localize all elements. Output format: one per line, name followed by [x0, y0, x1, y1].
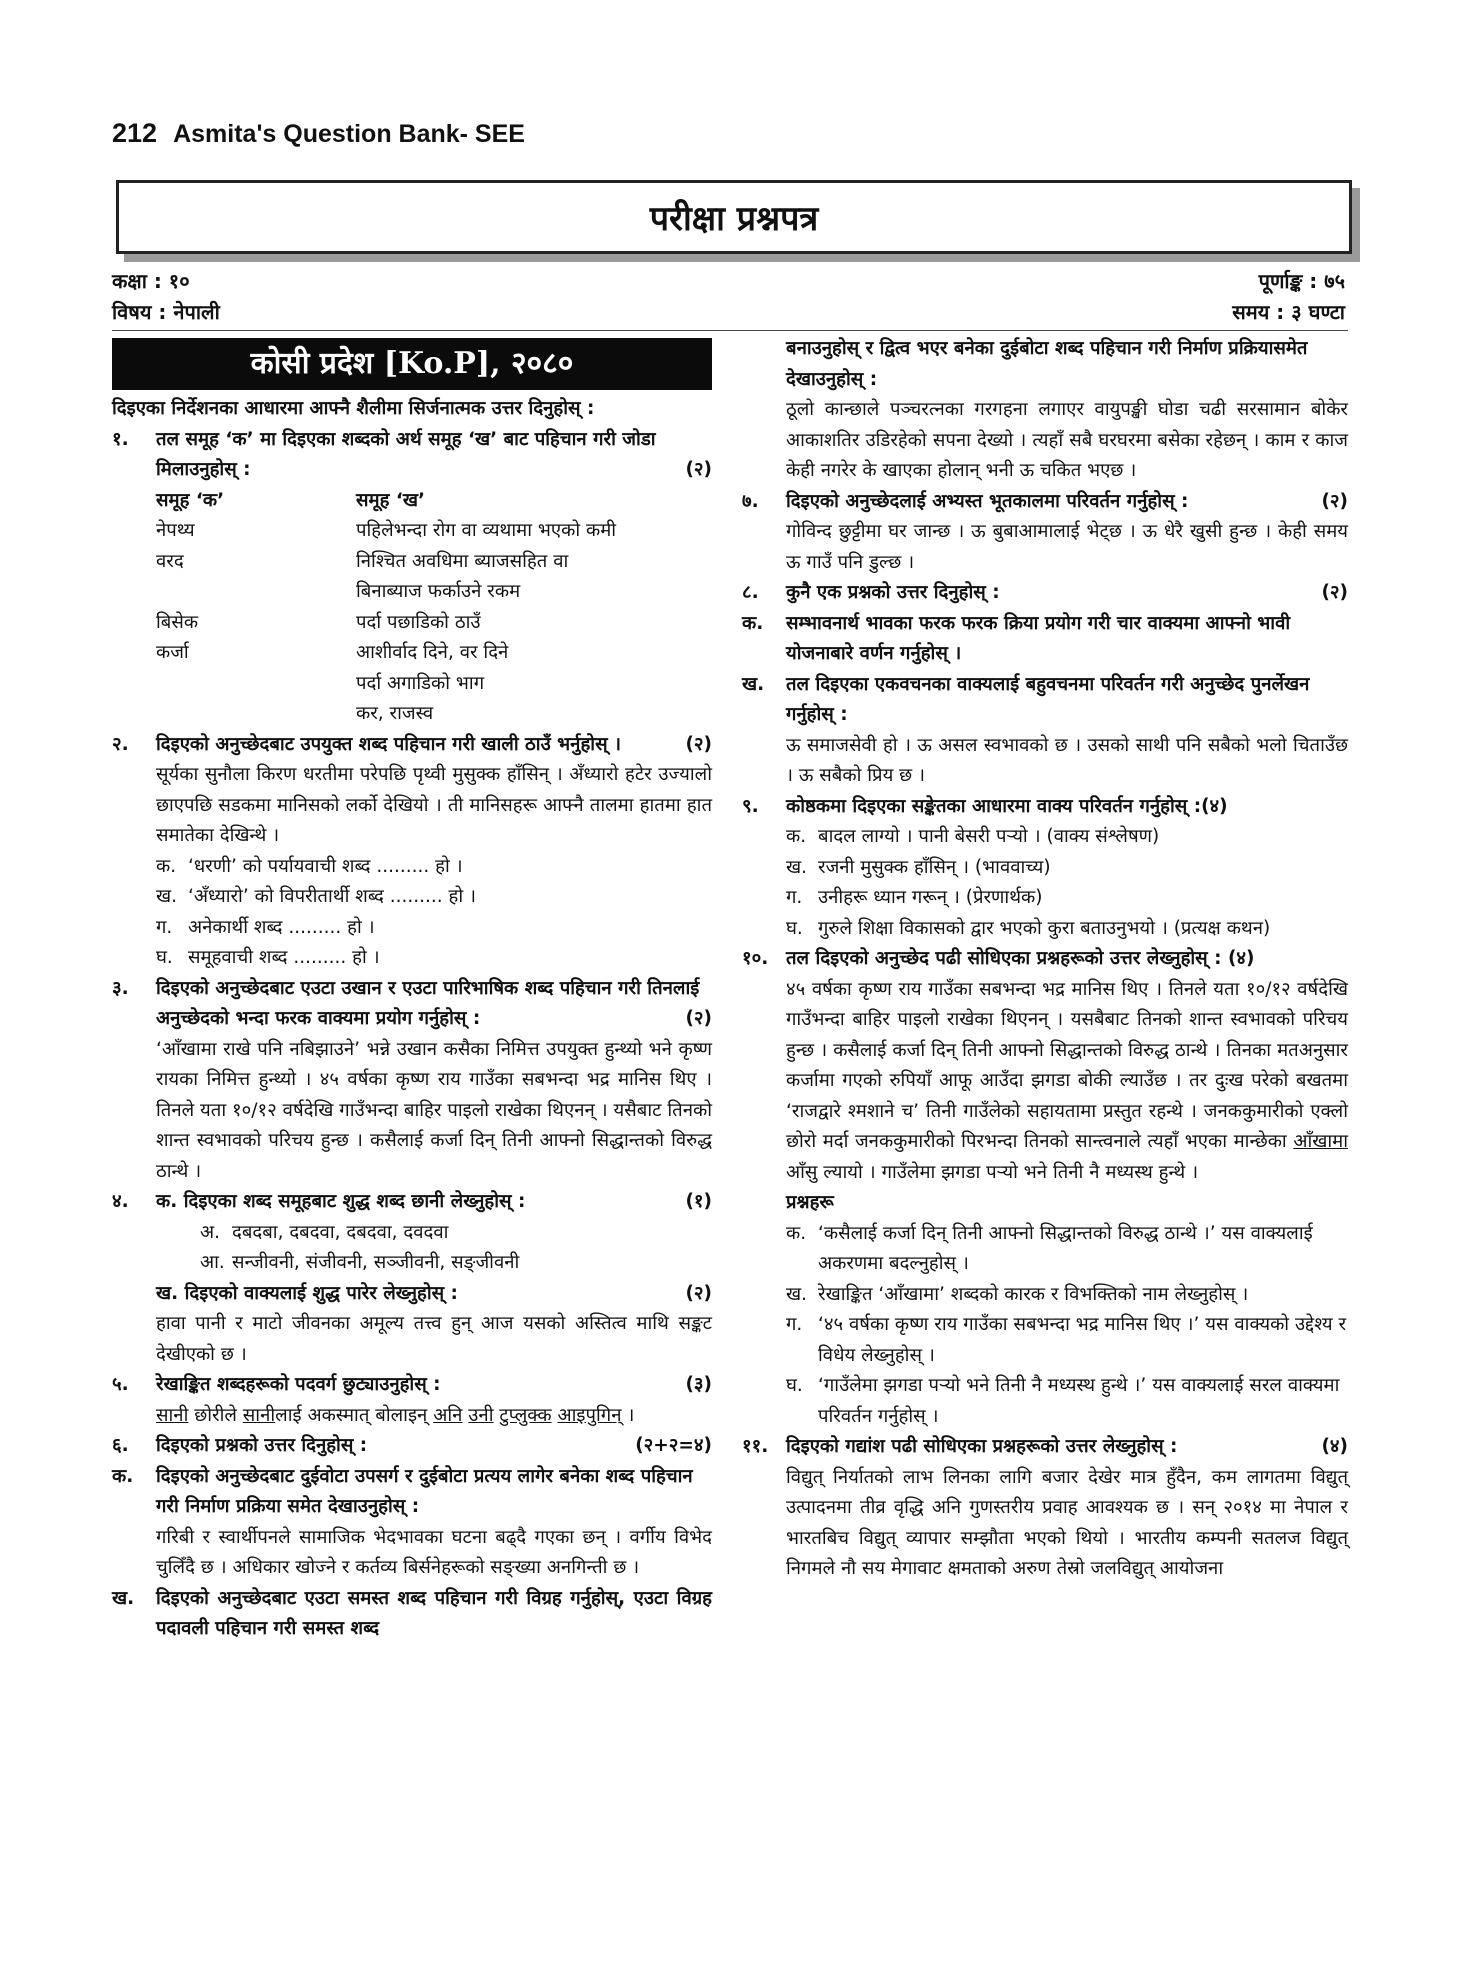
- question-text: दिइएको अनुच्छेदबाट उपयुक्त शब्द पहिचान गरी खाली ठाउँ भर्नुहोस् ।: [156, 733, 622, 755]
- item-label: घ.: [156, 947, 173, 968]
- underlined-word: अनि: [433, 1404, 463, 1426]
- column-header-a: समूह ‘क’: [156, 489, 225, 511]
- list-item: [112, 882, 712, 913]
- list-item: [742, 1310, 1348, 1371]
- match-table: [112, 486, 712, 730]
- list-item: [112, 1248, 712, 1279]
- passage-text: छोरीले: [188, 1404, 243, 1426]
- question-text: कुनै एक प्रश्नको उत्तर दिनुहोस् :: [786, 582, 1000, 603]
- underlined-word: सानी: [242, 1404, 276, 1426]
- item-label: क.: [786, 826, 807, 847]
- item-text: उनीहरू ध्यान गरून् । (प्रेरणार्थक): [818, 887, 1043, 908]
- left-column: [112, 334, 712, 1645]
- question-number: ६.: [112, 1435, 129, 1456]
- sub-label: क.: [156, 1191, 178, 1212]
- item-text: ‘अँध्यारो’ को विपरीतार्थी शब्द ......... हो ।: [188, 886, 477, 907]
- passage: [742, 975, 1348, 1189]
- item-label: ग.: [156, 916, 173, 938]
- sub-label: ख.: [156, 1282, 179, 1304]
- list-item: [112, 943, 712, 974]
- question-number: ४.: [112, 1191, 129, 1212]
- marks: (२+२=४): [635, 1435, 712, 1456]
- item-text: ‘४५ वर्षका कृष्ण राय गाउँका सबभन्दा भद्र मानिस थिए ।’ यस वाक्यको उद्देश्य र विधेय लेख्नुहोस् ।: [818, 1314, 1347, 1366]
- passage: ऊ समाजसेवी हो । ऊ असल स्वभावको छ । उसको साथी पनि सबैको भलो चिताउँछ । ऊ सबैको प्रिय छ ।: [786, 734, 1348, 786]
- question-4b: [112, 1279, 712, 1310]
- page-number: 212: [112, 118, 158, 148]
- marks: (२): [685, 733, 712, 755]
- list-item: [742, 914, 1348, 945]
- question-6b-continued: बनाउनुहोस् र द्वित्व भएर बनेका दुईबोटा शब्द पहिचान गरी निर्माण प्रक्रियासमेत देखाउनुहोस् :: [786, 338, 1308, 390]
- passage: गरिबी र स्वार्थीपनले सामाजिक भेदभावका घटना बढ्दै गएका छन् । वर्गीय विभेद चुलिँदै छ । अधिकार खोज्ने र कर्तव्य बिर्सनेहरूको सङ्ख्या अनगिन्ती छ ।: [156, 1526, 712, 1578]
- question-8: [742, 578, 1348, 609]
- passage: गोविन्द छुट्टीमा घर जान्छ । ऊ बुबाआमालाई भेट्छ । ऊ धेरै खुसी हुन्छ । केही समय ऊ गाउँ पनि डुल्छ ।: [786, 521, 1348, 573]
- passage: सूर्यका सुनौला किरण धरतीमा परेपछि पृथ्वी मुसुक्क हाँसिन् । अँध्यारो हटेर उज्यालो छाएपछि सडकमा मानिसको लर्को देखियो । ती मानिसहरू आफ्नै तालमा हातमा हात समातेका देखिन्थे ।: [156, 764, 712, 846]
- question-number: ८.: [742, 582, 759, 603]
- item-text: ‘कसैलाई कर्जा दिन् तिनी आफ्नो सिद्धान्तको विरुद्ध ठान्थे ।’ यस वाक्यलाई अकरणमा बदल्नुहोस् ।: [818, 1222, 1313, 1274]
- table-cell: कर, राजस्व: [356, 703, 434, 724]
- underlined-word: टुप्लुक्क: [499, 1404, 552, 1426]
- passage-text: ।: [621, 1404, 635, 1426]
- table-cell: वरद: [156, 550, 184, 572]
- item-text: समूहवाची शब्द ......... हो ।: [188, 947, 380, 968]
- item-text: रजनी मुसुक्क हाँसिन् । (भाववाच्य): [818, 856, 1051, 878]
- question-9: [742, 792, 1348, 823]
- passage-text: लाई अकस्मात् बोलाइन्: [275, 1404, 434, 1426]
- full-marks-label: पूर्णाङ्क : ७५: [1258, 269, 1345, 293]
- question-number: ५.: [112, 1374, 129, 1395]
- item-label: घ.: [786, 1375, 803, 1396]
- table-cell: पहिलेभन्दा रोग वा व्यथामा भएको कमी: [356, 520, 617, 541]
- marks: (२): [1321, 490, 1348, 512]
- column-header-b: समूह ‘ख’: [356, 489, 426, 511]
- item-text: दबदबा, दबदवा, दबदवा, दवदवा: [232, 1221, 449, 1243]
- list-item: [112, 1218, 712, 1249]
- question-10: [742, 944, 1348, 975]
- question-text: तल दिइएका एकवचनका वाक्यलाई बहुवचनमा परिवर्तन गरी अनुच्छेद पुनर्लेखन गर्नुहोस् :: [786, 673, 1310, 725]
- question-3: [112, 974, 712, 1035]
- instruction: दिइएका निर्देशनका आधारमा आफ्नै शैलीमा सिर्जनात्मक उत्तर दिनुहोस् :: [112, 398, 595, 419]
- list-item: [112, 852, 712, 883]
- book-title: Asmita's Question Bank- SEE: [173, 120, 525, 148]
- exam-meta-right: [1232, 266, 1345, 328]
- marks: (३): [685, 1374, 712, 1395]
- question-text: तल समूह ‘क’ मा दिइएका शब्दको अर्थ समूह ‘ख’ बाट पहिचान गरी जोडा मिलाउनुहोस् :: [156, 428, 656, 480]
- table-cell: पर्दा पछाडिको ठाउँ: [356, 611, 481, 633]
- table-cell: आशीर्वाद दिने, वर दिने: [356, 642, 509, 663]
- subject-label: विषय : नेपाली: [112, 300, 220, 324]
- time-label: समय : ३ घण्टा: [1232, 300, 1345, 324]
- question-4a: [112, 1187, 712, 1218]
- question-text: तल दिइएको अनुच्छेद पढी सोधिएका प्रश्नहरूको उत्तर लेख्नुहोस् : (४): [786, 948, 1255, 969]
- marks: (२): [685, 1008, 712, 1029]
- list-item: [112, 913, 712, 944]
- item-label: आ.: [200, 1252, 225, 1273]
- question-6: [112, 1431, 712, 1462]
- question-text: दिइएका शब्द समूहबाट शुद्ध शब्द छानी लेख्नुहोस् :: [183, 1191, 526, 1212]
- passage: विद्युत् निर्यातको लाभ लिनका लागि बजार देखेर मात्र हुँदैन, कम लागतमा विद्युत् उत्पादनमा तीव्र वृद्धि अनि गुणस्तरीय प्रवाह आवश्यक छ । सन् २०१४ मा नेपाल र भारतबिच विद्युत् व्यापार सम्झौता भएको थियो । भारतीय कम्पनी सतलज विद्युत् निगमले नौ सय मेगावाट क्षमताको अरुण तेस्रो जलविद्युत् आयोजना: [786, 1466, 1348, 1579]
- question-text: दिइएको अनुच्छेदबाट एउटा उखान र एउटा पारिभाषिक शब्द पहिचान गरी तिनलाई अनुच्छेदको भन्दा फरक वाक्यमा प्रयोग गर्नुहोस् :: [156, 977, 700, 1029]
- list-item: [742, 1219, 1348, 1280]
- question-number: १०.: [742, 948, 769, 969]
- question-number: १.: [112, 428, 129, 450]
- table-cell: कर्जा: [156, 642, 189, 663]
- list-item: [742, 1280, 1348, 1311]
- question-6b: [112, 1584, 712, 1645]
- item-text: ‘धरणी’ को पर्यायवाची शब्द ......... हो ।: [188, 855, 463, 877]
- question-8a: [742, 609, 1348, 670]
- question-text: दिइएको प्रश्नको उत्तर दिनुहोस् :: [156, 1435, 368, 1456]
- table-cell: [156, 669, 356, 700]
- item-text: अनेकार्थी शब्द ......... हो ।: [188, 916, 375, 938]
- item-label: ग.: [786, 1314, 803, 1335]
- question-number: ११.: [742, 1436, 769, 1457]
- question-text: रेखाङ्कित शब्दहरूको पदवर्ग छुट्याउनुहोस् :: [156, 1374, 441, 1395]
- item-text: सन्जीवनी, संजीवनी, सञ्जीवनी, सङ्जीवनी: [232, 1252, 520, 1273]
- passage-text: आँसु ल्यायो । गाउँलेमा झगडा पऱ्यो भने तिनी नै मध्यस्थ हुन्थे ।: [786, 1161, 1199, 1183]
- list-item: [742, 822, 1348, 853]
- question-number: ७.: [742, 490, 759, 512]
- underlined-word: आइपुगिन्: [557, 1404, 622, 1426]
- table-cell: निश्चित अवधिमा ब्याजसहित वा: [356, 550, 569, 572]
- item-label: ग.: [786, 887, 803, 908]
- question-1: [112, 425, 712, 486]
- passage: ठूलो कान्छाले पञ्चरत्नका गरगहना लगाएर वायुपङ्खी घोडा चढी सरसामान बोकेर आकाशतिर उडिरहेको सपना देख्यो । त्यहाँ सबै घरघरमा बसेका रहेछन् । काम र काज केही नगरेर के खाएका होलान् भनी ऊ चकित भएछ ।: [786, 399, 1348, 481]
- item-text: ‘गाउँलेमा झगडा पऱ्यो भने तिनी नै मध्यस्थ हुन्थे ।’ यस वाक्यलाई सरल वाक्यमा परिवर्तन गर्नुहोस् ।: [818, 1375, 1340, 1427]
- table-cell: [156, 699, 356, 730]
- item-label: क.: [786, 1222, 807, 1244]
- item-text: बादल लाग्यो । पानी बेसरी पऱ्यो । (वाक्य संश्लेषण): [818, 826, 1160, 847]
- class-label: कक्षा : १०: [112, 269, 190, 293]
- item-label: घ.: [786, 917, 803, 939]
- underlined-word: उनी: [468, 1404, 494, 1426]
- item-label: अ.: [200, 1221, 221, 1243]
- sub-label: क.: [742, 612, 764, 634]
- question-text: कोष्ठकमा दिइएका सङ्केतका आधारमा वाक्य परिवर्तन गर्नुहोस् :(४): [786, 795, 1228, 817]
- item-label: ख.: [156, 886, 178, 907]
- table-cell: बिनाब्याज फर्काउने रकम: [356, 581, 521, 602]
- passage: हावा पानी र माटो जीवनका अमूल्य तत्त्व हुन् आज यसको अस्तित्व माथि सङ्कट देखीएको छ ।: [156, 1313, 712, 1365]
- table-cell: नेपथ्य: [156, 520, 195, 541]
- marks: (२): [1321, 582, 1348, 603]
- table-cell: बिसेक: [156, 611, 199, 633]
- question-number: २.: [112, 733, 129, 755]
- marks: (२): [685, 459, 712, 480]
- list-item: [742, 883, 1348, 914]
- item-text: गुरुले शिक्षा विकासको द्वार भएको कुरा बताउनुभयो । (प्रत्यक्ष कथन): [818, 917, 1271, 939]
- question-text: दिइएको अनुच्छेदलाई अभ्यस्त भूतकालमा परिवर्तन गर्नुहोस् :: [786, 490, 1189, 512]
- underlined-word: सानी: [156, 1404, 189, 1426]
- passage: ‘आँखामा राखे पनि नबिझाउने’ भन्ने उखान कसैका निमित्त उपयुक्त हुन्थ्यो भने कृष्ण रायका निमित्त हुन्थ्यो । ४५ वर्षका कृष्ण राय गाउँका सबभन्दा भद्र मानिस थिए । तिनले यता १०/१२ वर्षदेखि गाउँभन्दा बाहिर पाइलो राखेका थिएनन् । यसैबाट तिनको शान्त स्वभावको परिचय हुन्छ । कसैलाई कर्जा दिन् तिनी आफ्नो सिद्धान्तको विरुद्ध ठान्थे ।: [156, 1038, 712, 1182]
- sub-label: ख.: [742, 673, 765, 695]
- list-item: [742, 853, 1348, 884]
- question-7: [742, 487, 1348, 518]
- question-number: ९.: [742, 795, 759, 817]
- item-label: क.: [156, 855, 177, 877]
- passage: [112, 1401, 712, 1432]
- question-5: [112, 1370, 712, 1401]
- list-item: [742, 1371, 1348, 1432]
- marks: (२): [685, 1282, 712, 1304]
- running-header: [112, 118, 525, 149]
- question-8b: [742, 670, 1348, 731]
- question-11: [742, 1432, 1348, 1463]
- question-text: दिइएको अनुच्छेदबाट एउटा समस्त शब्द पहिचान गरी विग्रह गर्नुहोस्, एउटा विग्रह पदावली पहिचान गरी समस्त शब्द: [156, 1587, 712, 1639]
- divider: [112, 330, 1348, 331]
- marks: (१): [685, 1191, 712, 1212]
- marks: (४): [1321, 1436, 1348, 1457]
- sub-label: क.: [112, 1465, 134, 1487]
- sub-label: ख.: [112, 1587, 135, 1609]
- question-text: दिइएको गद्यांश पढी सोधिएका प्रश्नहरूको उत्तर लेख्नुहोस् :: [786, 1436, 1178, 1457]
- item-text: रेखाङ्कित ‘आँखामा’ शब्दको कारक र विभक्तिको नाम लेख्नुहोस् ।: [818, 1283, 1249, 1305]
- question-text: सम्भावनार्थ भावका फरक फरक क्रिया प्रयोग गरी चार वाक्यमा आफ्नो भावी योजनाबारे वर्णन गर्नुहोस् ।: [786, 612, 1291, 664]
- question-text: दिइएको अनुच्छेदबाट दुईवोटा उपसर्ग र दुईबोटा प्रत्यय लागेर बनेका शब्द पहिचान गरी निर्माण प्रक्रिया समेत देखाउनुहोस् :: [156, 1465, 693, 1517]
- item-label: ख.: [786, 1283, 808, 1305]
- underlined-word: आँखामा: [1293, 1131, 1348, 1152]
- table-cell: [156, 577, 356, 608]
- passage-text: ४५ वर्षका कृष्ण राय गाउँका सबभन्दा भद्र मानिस थिए । तिनले यता १०/१२ वर्षदेखि गाउँभन्दा बाहिर पाइलो राखेका थिएनन् । यसबैबाट तिनको शान्त स्वभावको परिचय हुन्छ । कसैलाई कर्जा दिन् तिनी आफ्नो सिद्धान्तको विरुद्ध ठान्थे । तिनका मतअनुसार कर्जामा गएको रुपियाँ आफू आउँदा झगडा बोकी ल्याउँछ । तर दुःख परेको बखतमा ‘राजद्वारे श्मशाने च’ तिनी गाउँलेको सहायतामा प्रस्तुत रहन्थे । जनककुमारीको एक्लो छोरो मर्दा जनककुमारीको पिरभन्दा तिनको सान्त्वनाले त्यहाँ भएका मान्छेका: [786, 978, 1348, 1152]
- page-title: परीक्षा प्रश्नपत्र: [116, 180, 1352, 254]
- right-column: [742, 334, 1348, 1585]
- question-text: दिइएको वाक्यलाई शुद्ध पारेर लेख्नुहोस् :: [184, 1282, 458, 1304]
- item-label: ख.: [786, 856, 808, 878]
- question-2: [112, 730, 712, 761]
- table-cell: पर्दा अगाडिको भाग: [356, 672, 485, 694]
- question-6a: [112, 1462, 712, 1523]
- section-banner: कोसी प्रदेश [Ko.P], २०८०: [112, 338, 712, 390]
- question-number: ३.: [112, 977, 129, 999]
- questions-heading: प्रश्नहरू: [786, 1192, 834, 1213]
- exam-meta-left: [112, 266, 220, 328]
